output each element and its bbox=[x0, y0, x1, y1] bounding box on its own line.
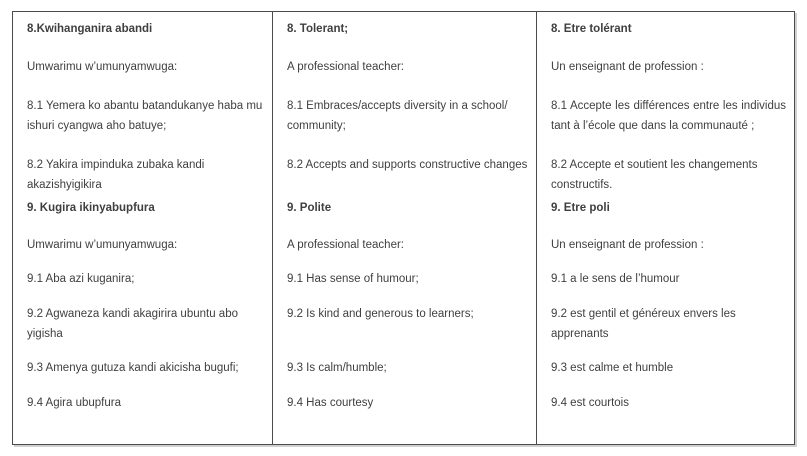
cell-french-item-9-3: 9.3 est calme et humble bbox=[536, 356, 794, 391]
cell-kinyarwanda-item-9-2: 9.2 Agwaneza kandi akagirira ubuntu abo yigisha bbox=[27, 308, 238, 340]
cell-kinyarwanda-item-8-1: 8.1 Yemera ko abantu batandukanye haba mu ishuri cyangwa aho batuye; bbox=[27, 100, 263, 132]
cell-french-section9-intro: Un enseignant de profession : bbox=[536, 232, 794, 268]
cell-kinyarwanda-section9-intro: Umwarimu w’umunyamwuga: bbox=[27, 239, 178, 251]
cell-kinyarwanda-section8-intro: Umwarimu w’umunyamwuga: bbox=[27, 61, 178, 73]
cell-french-section8-intro: Un enseignant de profession : bbox=[536, 53, 794, 92]
cell-english-section9-heading: 9. Polite bbox=[272, 197, 536, 232]
cell-french-item-9-1: 9.1 a le sens de l’humour bbox=[536, 268, 794, 303]
cell-english-section9-intro: A professional teacher: bbox=[272, 232, 536, 268]
cell-french-section8-heading: 8. Etre tolérant bbox=[536, 12, 794, 53]
cell-english-item-9-4: 9.4 Has courtesy bbox=[272, 391, 536, 444]
cell-kinyarwanda-item-9-4: 9.4 Agira ubupfura bbox=[27, 397, 121, 409]
cell-english-item-8-1: 8.1 Embraces/accepts diversity in a school/ community; bbox=[272, 92, 536, 151]
cell-french-item-8-1: 8.1 Accepte les différences entre les individus tant à l’école que dans la communauté ; bbox=[536, 92, 794, 151]
cell-english-item-9-1: 9.1 Has sense of humour; bbox=[272, 268, 536, 303]
cell-french-item-9-2: 9.2 est gentil et généreux envers les apprenants bbox=[536, 303, 794, 356]
cell-english-item-9-3: 9.3 Is calm/humble; bbox=[272, 356, 536, 391]
cell-french-item-9-4: 9.4 est courtois bbox=[536, 391, 794, 444]
cell-english-item-8-2: 8.2 Accepts and supports constructive changes bbox=[272, 151, 536, 197]
translation-table bbox=[12, 11, 795, 445]
cell-kinyarwanda-section8-heading: 8.Kwihanganira abandi bbox=[27, 23, 153, 35]
cell-kinyarwanda-item-8-2: 8.2 Yakira impinduka zubaka kandi akazishyigikira bbox=[27, 159, 205, 191]
cell-english-section8-heading: 8. Tolerant; bbox=[272, 12, 536, 53]
cell-kinyarwanda-item-9-3: 9.3 Amenya gutuza kandi akicisha bugufi; bbox=[27, 362, 239, 374]
cell-kinyarwanda-section9-heading: 9. Kugira ikinyabupfura bbox=[27, 202, 155, 214]
cell-french-section9-heading: 9. Etre poli bbox=[536, 197, 794, 232]
cell-french-item-8-2: 8.2 Accepte et soutient les changements constructifs. bbox=[536, 151, 794, 197]
cell-kinyarwanda-item-9-1: 9.1 Aba azi kuganira; bbox=[27, 273, 135, 285]
cell-english-section8-intro: A professional teacher: bbox=[272, 53, 536, 92]
cell-english-item-9-2: 9.2 Is kind and generous to learners; bbox=[272, 303, 536, 356]
